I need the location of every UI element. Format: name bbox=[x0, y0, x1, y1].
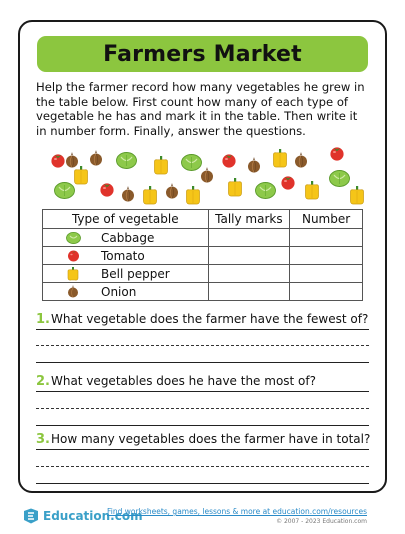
answer-line[interactable] bbox=[36, 466, 369, 467]
question-3 bbox=[36, 432, 370, 447]
table-row-bell-pepper bbox=[43, 265, 363, 283]
copyright-text: © 2007 - 2023 Education.com bbox=[276, 518, 367, 525]
title-banner bbox=[37, 36, 368, 72]
vegetable-label: Onion bbox=[101, 284, 137, 299]
question-1 bbox=[36, 312, 368, 327]
answer-line[interactable] bbox=[36, 391, 369, 392]
answer-line[interactable] bbox=[36, 362, 369, 363]
vegetable-cell bbox=[43, 265, 209, 283]
number-cell[interactable] bbox=[290, 265, 363, 283]
vegetable-cell bbox=[43, 283, 209, 301]
answer-line[interactable] bbox=[36, 425, 369, 426]
bell-pepper-icon bbox=[63, 267, 83, 281]
tomato-icon bbox=[63, 249, 83, 262]
vegetable-label: Cabbage bbox=[101, 230, 155, 245]
question-text: What vegetables does he have the most of? bbox=[50, 374, 316, 388]
cabbage-icon bbox=[63, 232, 83, 244]
answer-line[interactable] bbox=[36, 329, 369, 330]
question-text: What vegetable does the farmer have the fewest of? bbox=[50, 312, 369, 326]
answer-line[interactable] bbox=[36, 408, 369, 409]
vegetable-cell bbox=[43, 247, 209, 265]
question-text: How many vegetables does the farmer have in total? bbox=[50, 432, 371, 446]
instructions-text: Help the farmer record how many vegetables he grew in the table below. First count how many of each type of vegetable he has and mark it in the table. Then write it in number form. Finally, answer the questions. bbox=[36, 80, 365, 138]
table-row-cabbage bbox=[43, 229, 363, 247]
tally-cell[interactable] bbox=[208, 247, 290, 265]
header-type-of-vegetable: Type of vegetable bbox=[43, 210, 209, 229]
logo-text: Education.com bbox=[43, 509, 143, 523]
question-number: 3. bbox=[36, 432, 50, 447]
table-row-onion bbox=[43, 283, 363, 301]
table-header-row bbox=[43, 210, 363, 229]
vegetable-label: Bell pepper bbox=[101, 266, 170, 281]
vegetable-label: Tomato bbox=[101, 248, 145, 263]
tally-cell[interactable] bbox=[208, 283, 290, 301]
onion-icon bbox=[63, 285, 83, 298]
question-2 bbox=[36, 374, 316, 389]
question-number: 2. bbox=[36, 374, 50, 389]
vegetable-cell bbox=[43, 229, 209, 247]
header-number: Number bbox=[290, 210, 363, 229]
logo-icon bbox=[22, 508, 40, 524]
answer-line[interactable] bbox=[36, 483, 369, 484]
question-number: 1. bbox=[36, 312, 50, 327]
header-tally-marks: Tally marks bbox=[208, 210, 290, 229]
answer-line[interactable] bbox=[36, 345, 369, 346]
number-cell[interactable] bbox=[290, 283, 363, 301]
table-row-tomato bbox=[43, 247, 363, 265]
answer-line[interactable] bbox=[36, 449, 369, 450]
tally-cell[interactable] bbox=[208, 265, 290, 283]
tally-table bbox=[42, 209, 363, 301]
number-cell[interactable] bbox=[290, 229, 363, 247]
number-cell[interactable] bbox=[290, 247, 363, 265]
tally-cell[interactable] bbox=[208, 229, 290, 247]
resources-link[interactable]: Find worksheets, games, lessons & more at education.com/resources bbox=[107, 507, 367, 516]
page-title: Farmers Market bbox=[103, 41, 302, 67]
